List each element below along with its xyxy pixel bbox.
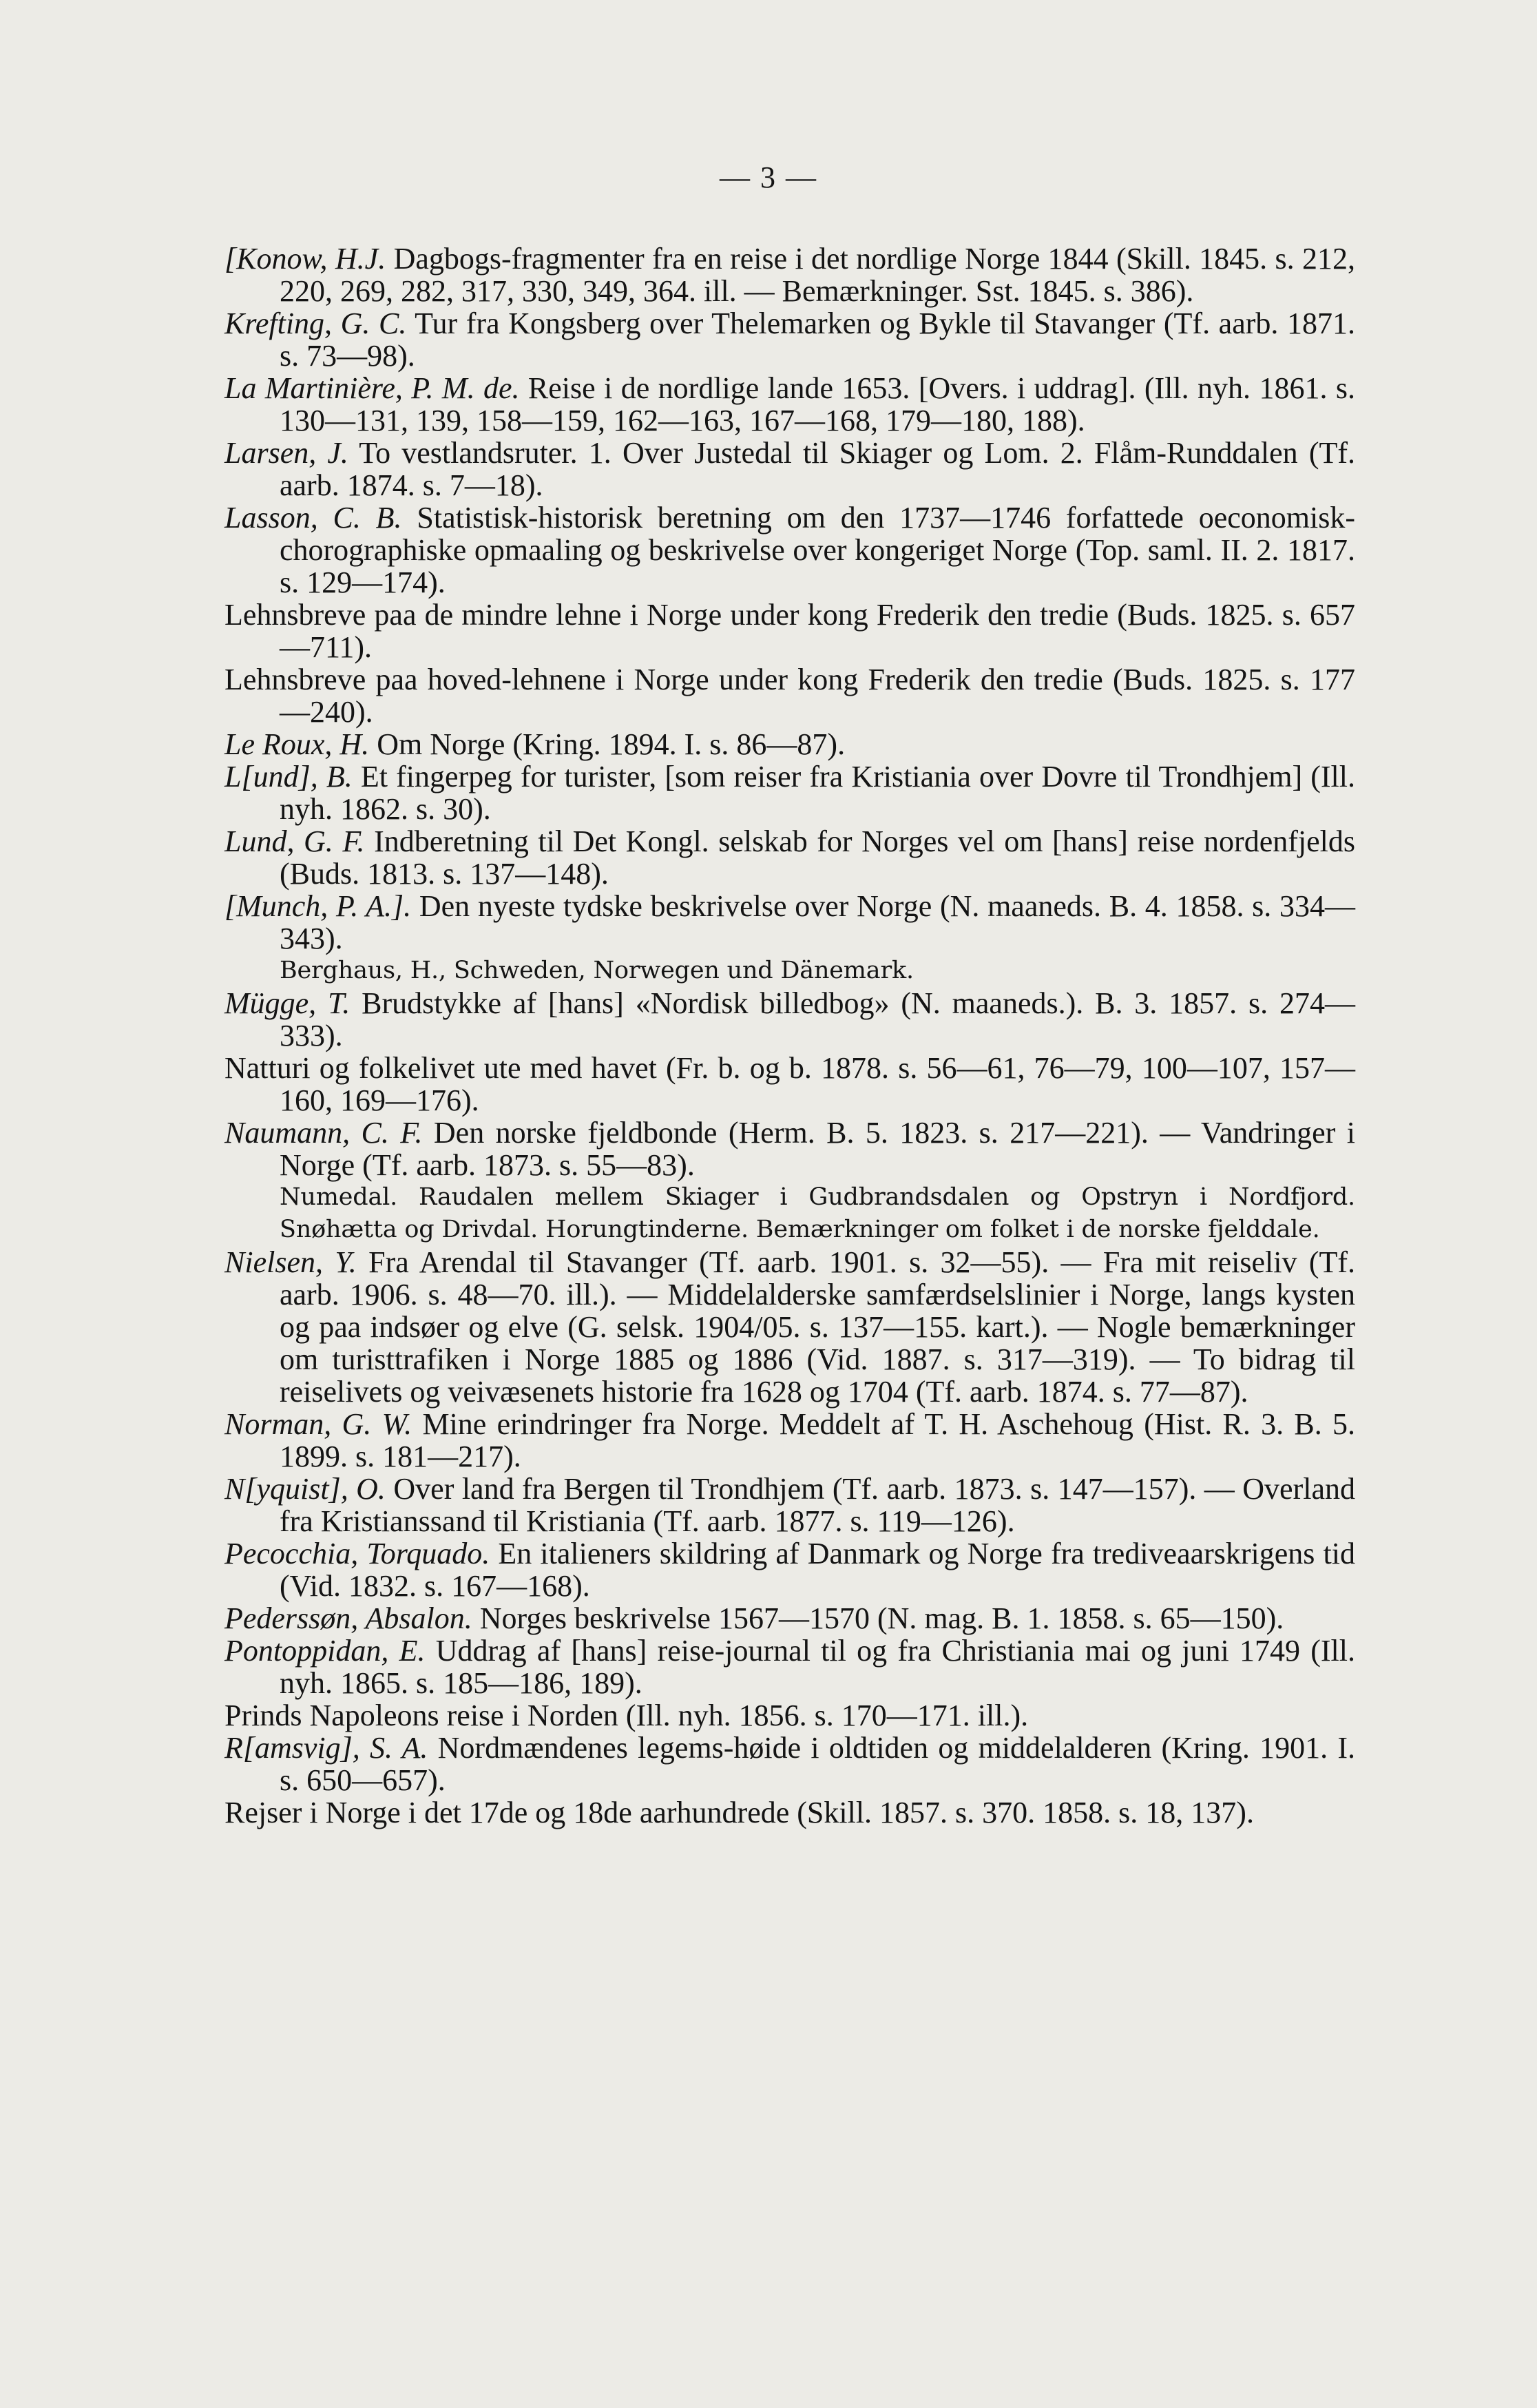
entry-author: L[und], B. — [224, 760, 353, 793]
bibliography-entry — [224, 599, 1355, 663]
entry-text: Reise i de nordlige lande 1653. [Overs. i uddrag]. (Ill. nyh. 1861. s. 130—131, 139, 158—159, 162—163, 167—168, 179—180, 188). — [280, 371, 1355, 437]
entry-text: Tur fra Kongsberg over Thelemarken og Bykle til Stavanger (Tf. aarb. 1871. s. 73—98). — [280, 307, 1355, 373]
bibliography-entry — [224, 1408, 1355, 1473]
entry-text: Lehnsbreve paa de mindre lehne i Norge under kong Frederik den tredie (Buds. 1825. s. 657—711). — [224, 598, 1355, 664]
bibliography-entry — [224, 1634, 1355, 1699]
entry-text: Norges beskrivelse 1567—1570 (N. mag. B. 1. 1858. s. 65—150). — [472, 1601, 1284, 1635]
entry-author: Krefting, G. C. — [224, 307, 407, 340]
entry-text: Fra Arendal til Stavanger (Tf. aarb. 1901. s. 32—55). — Fra mit reiseliv (Tf. aarb. 1906. s. 48—70. ill.). — Middelalderske samfærdselslinier i Norge, langs kysten og paa indsøer og elve (G. selsk. 1904/05. s. 137—155. kart.). — Nogle bemærkninger om turisttrafiken i Norge 1885 og 1886 (Vid. 1887. s. 317—319). — To bidrag til reiselivets og veivæsenets historie fra 1628 og 1704 (Tf. aarb. 1874. s. 77—87). — [280, 1245, 1355, 1409]
entry-author: [Konow, H.J. — [224, 242, 386, 276]
bibliography-entry — [224, 1796, 1355, 1829]
bibliography-entry — [224, 987, 1355, 1052]
entry-author: N[yquist], O. — [224, 1472, 386, 1506]
entry-text: Brudstykke af [hans] «Nordisk billedbog» (N. maaneds.). B. 3. 1857. s. 274—333). — [280, 986, 1355, 1052]
entry-text: Den nyeste tydske beskrivelse over Norge (N. maaneds. B. 4. 1858. s. 334—343). — [280, 889, 1356, 955]
bibliography-entry — [224, 1602, 1355, 1634]
entry-note: Berghaus, H., Schweden, Norwegen und Dänemark. — [280, 957, 914, 984]
entry-author: Larsen, J. — [224, 436, 348, 470]
entry-text: Over land fra Bergen til Trondhjem (Tf. aarb. 1873. s. 147—157). — Overland fra Kristianssand til Kristiania (Tf. aarb. 1877. s. 119—126). — [280, 1472, 1355, 1538]
entry-author: Pontoppidan, E. — [224, 1634, 426, 1668]
entry-author: Nielsen, Y. — [224, 1245, 357, 1279]
entry-text: Rejser i Norge i det 17de og 18de aarhundrede (Skill. 1857. s. 370. 1858. s. 18, 137). — [224, 1796, 1254, 1829]
entry-author: Pederssøn, Absalon. — [224, 1601, 472, 1635]
bibliography-entry — [224, 728, 1355, 760]
entry-text: Mine erindringer fra Norge. Meddelt af T. H. Aschehoug (Hist. R. 3. B. 5. 1899. s. 181—217). — [280, 1407, 1355, 1473]
bibliography-entry — [224, 890, 1355, 955]
entry-note: Numedal. Raudalen mellem Skiager i Gudbrandsdalen og Opstryn i Nordfjord. Snøhætta og Drivdal. Horungtinderne. Bemærkninger om folket i de norske fjelddale. — [280, 1183, 1355, 1243]
entry-text: Et fingerpeg for turister, [som reiser fra Kristiania over Dovre til Trondhjem] (Ill. nyh. 1862. s. 30). — [280, 760, 1355, 826]
bibliography-entry — [224, 372, 1355, 437]
entry-author: Lund, G. F. — [224, 824, 365, 858]
bibliography-entry — [224, 501, 1355, 599]
bibliography-entry — [224, 663, 1355, 728]
bibliography-entry — [224, 1473, 1355, 1537]
entry-text: Den norske fjeldbonde (Herm. B. 5. 1823. s. 217—221). — Vandringer i Norge (Tf. aarb. 1873. s. 55—83). — [280, 1116, 1355, 1182]
page-number: — 3 — — [720, 160, 817, 194]
entry-text: Prinds Napoleons reise i Norden (Ill. nyh. 1856. s. 170—171. ill.). — [224, 1699, 1029, 1732]
bibliography-entry — [224, 1537, 1355, 1602]
entry-text: To vestlandsruter. 1. Over Justedal til Skiager og Lom. 2. Flåm-Runddalen (Tf. aarb. 1874. s. 7—18). — [280, 436, 1355, 502]
entry-author: Lasson, C. B. — [224, 501, 402, 534]
entry-text: Nordmændenes legems-høide i oldtiden og middelalderen (Kring. 1901. I. s. 650—657). — [280, 1731, 1356, 1797]
bibliography-entry — [224, 307, 1355, 372]
bibliography-entry — [224, 437, 1355, 501]
bibliography-entry — [224, 1052, 1355, 1117]
entry-author: Mügge, T. — [224, 986, 351, 1020]
bibliography-entry — [224, 1246, 1355, 1408]
entry-text: Natturi og folkelivet ute med havet (Fr. b. og b. 1878. s. 56—61, 76—79, 100—107, 157—160, 169—176). — [224, 1051, 1355, 1117]
entry-text: Indberetning til Det Kongl. selskab for Norges vel om [hans] reise nordenfjelds (Buds. 1813. s. 137—148). — [280, 824, 1355, 891]
bibliography-list — [224, 242, 1355, 1829]
bibliography-entry — [224, 1117, 1355, 1181]
bibliography-entry — [224, 760, 1355, 825]
entry-text: Dagbogs-fragmenter fra en reise i det nordlige Norge 1844 (Skill. 1845. s. 212, 220, 269, 282, 317, 330, 349, 364. ill. — Bemærkninger. Sst. 1845. s. 386). — [280, 242, 1356, 308]
entry-text: Statistisk-historisk beretning om den 1737—1746 forfattede oeconomisk-chorographiske opmaaling og beskrivelse over kongeriget Norge (Top. saml. II. 2. 1817. s. 129—174). — [280, 501, 1355, 599]
entry-author: R[amsvig], S. A. — [224, 1731, 428, 1765]
bibliography-entry — [224, 242, 1355, 307]
bibliography-entry — [224, 1699, 1355, 1732]
entry-author: Norman, G. W. — [224, 1407, 412, 1441]
bibliography-entry — [224, 1732, 1355, 1796]
bibliography-entry — [224, 825, 1355, 890]
entry-author: Naumann, C. F. — [224, 1116, 423, 1150]
entry-author: Pecocchia, Torquado. — [224, 1537, 490, 1570]
entry-author: La Martinière, P. M. de. — [224, 371, 520, 405]
entry-text: En italieners skildring af Danmark og Norge fra trediveaarskrigens tid (Vid. 1832. s. 167—168). — [280, 1537, 1356, 1603]
entry-text: Om Norge (Kring. 1894. I. s. 86—87). — [369, 727, 846, 761]
entry-author: [Munch, P. A.]. — [224, 889, 412, 923]
entry-text: Lehnsbreve paa hoved-lehnene i Norge under kong Frederik den tredie (Buds. 1825. s. 177—240). — [224, 663, 1355, 729]
entry-author: Le Roux, H. — [224, 727, 370, 761]
entry-text: Uddrag af [hans] reise-journal til og fra Christiania mai og juni 1749 (Ill. nyh. 1865. s. 185—186, 189). — [280, 1634, 1355, 1700]
